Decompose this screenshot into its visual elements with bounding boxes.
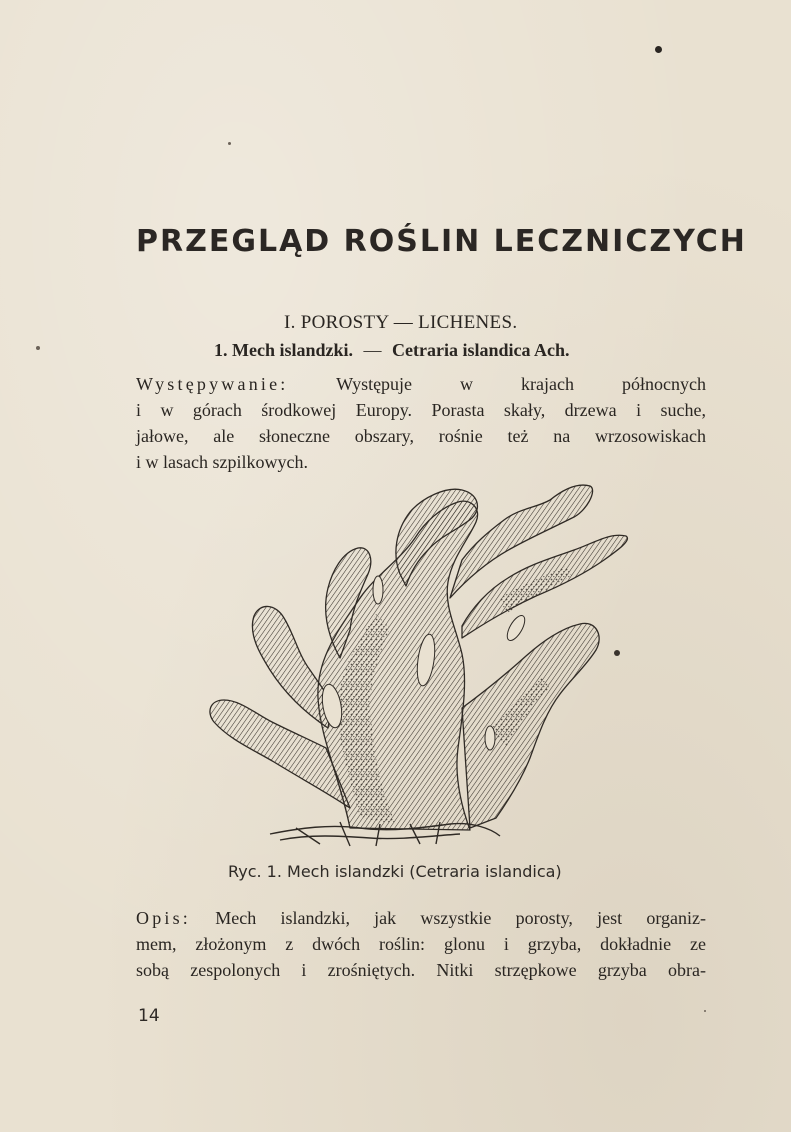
lichen-lobe	[462, 623, 599, 828]
paragraph-line: jałowe, ale słoneczne obszary, rośnie też na wrzosowiskach	[136, 426, 706, 446]
species-latin-name: Cetraria islandica Ach.	[392, 340, 570, 360]
paper-speck	[655, 46, 662, 53]
species-polish-name: Mech islandzki.	[232, 340, 354, 360]
paragraph-line: i w lasach szpilkowych.	[136, 452, 308, 472]
page-number: 14	[138, 1006, 160, 1026]
paragraph-line: i w górach środkowej Europy. Porasta skały, drzewa i suche,	[136, 400, 706, 420]
description-heading: Opis:	[136, 908, 192, 928]
paragraph-line	[136, 371, 706, 397]
paragraph-text: Występuje w krajach północnych	[336, 374, 706, 394]
lichen-lobe	[252, 606, 332, 728]
lichen-drawing	[200, 478, 640, 863]
species-heading	[214, 340, 570, 361]
occurrence-heading: Występywanie:	[136, 374, 289, 394]
paper-speck	[36, 346, 40, 350]
page-title: PRZEGLĄD ROŚLIN LECZNICZYCH	[136, 224, 747, 259]
species-number: 1.	[214, 340, 228, 360]
section-heading: I. POROSTY — LICHENES.	[284, 312, 518, 333]
figure-caption: Ryc. 1. Mech islandzki (Cetraria islandica)	[228, 862, 562, 881]
paragraph-line: sobą zespolonych i zrośniętych. Nitki strzępkowe grzyba obra-	[136, 960, 706, 980]
paragraph-line: mem, złożonym z dwóch roślin: glonu i grzyba, dokładnie ze	[136, 934, 706, 954]
description-paragraph	[136, 905, 706, 983]
species-dash: —	[363, 340, 382, 360]
paragraph-text: Mech islandzki, jak wszystkie porosty, jest organiz-	[215, 908, 707, 928]
paragraph-line	[136, 905, 706, 931]
lichen-illustration	[200, 478, 640, 863]
paper-speck	[228, 142, 231, 145]
paper-speck	[704, 1010, 706, 1012]
occurrence-paragraph	[136, 371, 706, 475]
